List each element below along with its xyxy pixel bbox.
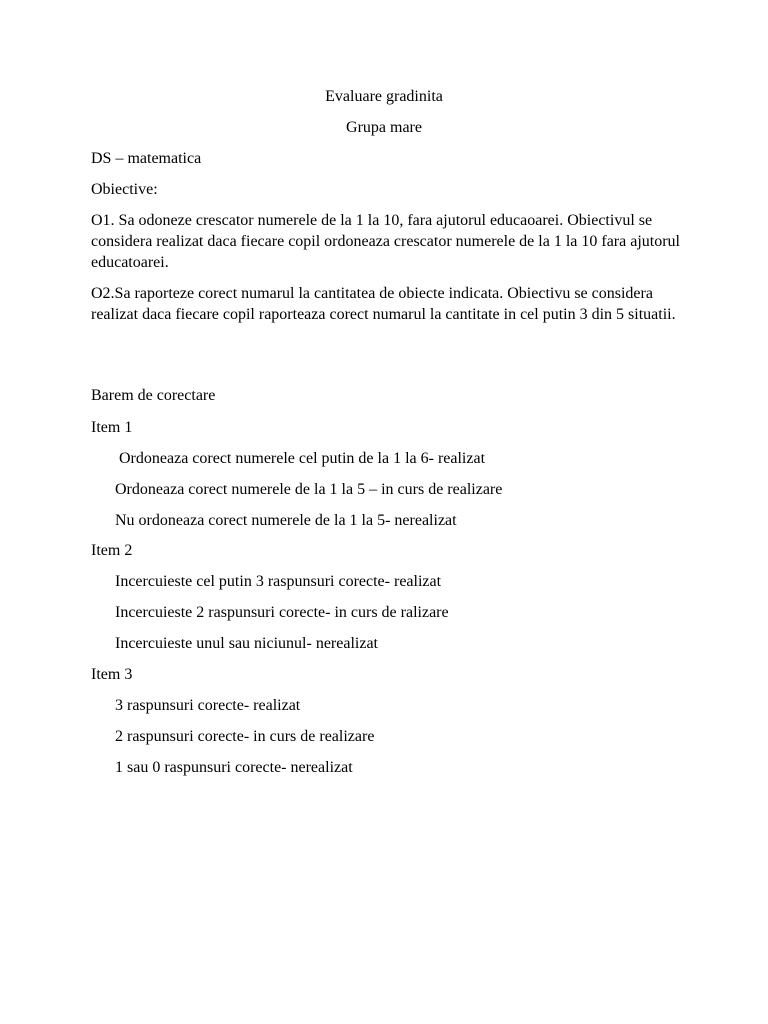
item-3-criterion: 1 sau 0 raspunsuri corecte- nerealizat [115, 759, 353, 776]
item-1-criterion: Nu ordoneaza corect numerele de la 1 la 5- nerealizat [115, 512, 457, 529]
subject-heading: DS – matematica [91, 150, 202, 167]
objective-o2: O2.Sa raporteze corect numarul la cantitatea de obiecte indicata. Obiectivu se considera realizat daca fiecare copil raporteaza corect numarul la cantitate in cel putin 3 din 5 situatii. [91, 285, 676, 323]
item-3-criterion: 2 raspunsuri corecte- in curs de realizare [115, 728, 375, 745]
item-3-title: Item 3 [91, 666, 133, 683]
barem-heading: Barem de corectare [91, 387, 216, 404]
item-2-criterion: Incercuieste unul sau niciunul- nerealizat [115, 635, 378, 652]
item-2-criterion: Incercuieste 2 raspunsuri corecte- in curs de ralizare [115, 604, 449, 621]
item-1-criterion: Ordoneaza corect numerele de la 1 la 5 – in curs de realizare [115, 481, 503, 498]
objectives-heading: Obiective: [91, 181, 158, 198]
objective-o1: O1. Sa odoneze crescator numerele de la 1 la 10, fara ajutorul educaoarei. Obiectivul se considera realizat daca fiecare copil ordoneaza crescator numerele de la 1 la 10 fara ajutorul educatoarei. [91, 212, 680, 271]
item-1-title: Item 1 [91, 419, 133, 436]
item-3-criterion: 3 raspunsuri corecte- realizat [115, 697, 301, 714]
document-subtitle: Grupa mare [346, 119, 422, 136]
item-2-criterion: Incercuieste cel putin 3 raspunsuri corecte- realizat [115, 573, 442, 590]
item-2-title: Item 2 [91, 542, 133, 559]
item-1-criterion: Ordoneaza corect numerele cel putin de la 1 la 6- realizat [119, 450, 486, 467]
document-title: Evaluare gradinita [325, 88, 443, 105]
